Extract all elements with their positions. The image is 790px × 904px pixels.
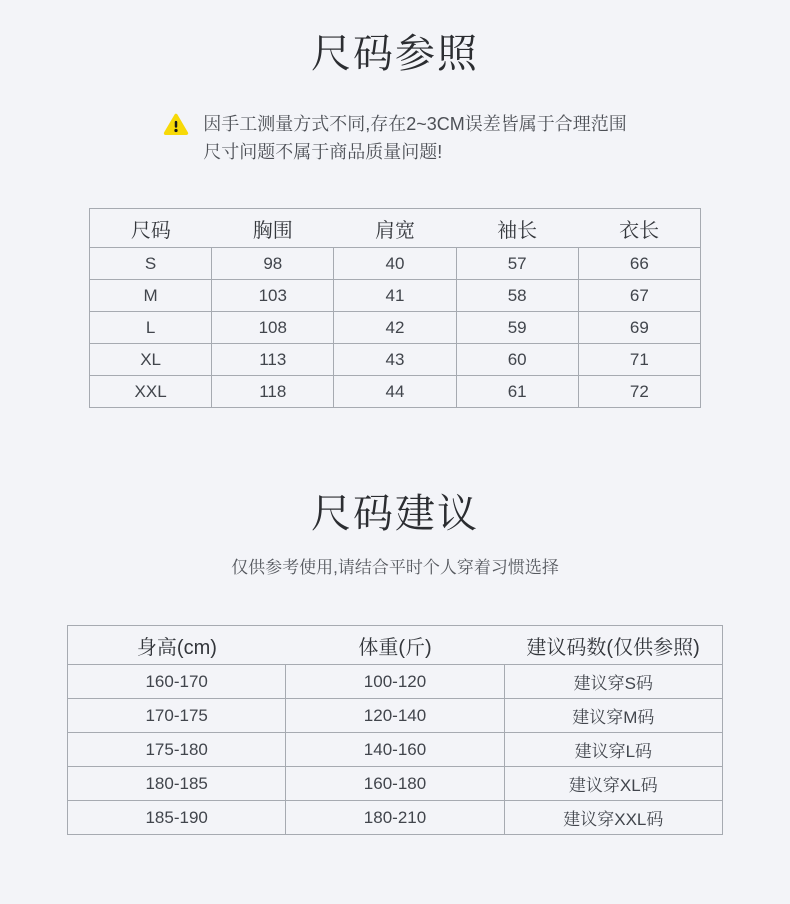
cell-chest: 108 [212,312,334,344]
table-row [68,767,723,801]
cell-sleeve: 59 [456,312,578,344]
cell-size: XXL [90,376,212,408]
table-row [90,376,701,408]
size-suggestion-table-header [68,626,723,665]
cell-chest: 118 [212,376,334,408]
warning-triangle-icon [163,112,189,143]
size-reference-table [89,208,701,408]
table-header-row [90,209,701,248]
column-header-size: 尺码 [90,209,212,248]
cell-length: 67 [578,280,700,312]
size-suggestion-subtitle: 仅供参考使用,请结合平时个人穿着习惯选择 [231,558,559,577]
table-row [90,344,701,376]
cell-size: L [90,312,212,344]
column-header-sleeve: 袖长 [456,209,578,248]
table-header-row [68,626,723,665]
cell-weight: 100-120 [286,665,504,699]
column-header-length: 衣长 [578,209,700,248]
column-header-weight: 体重(斤) [286,626,504,665]
cell-recommended-size: 建议穿M码 [504,699,722,733]
cell-weight: 120-140 [286,699,504,733]
size-suggestion-table [67,625,723,835]
size-reference-title: 尺码参照 [311,32,479,76]
cell-recommended-size: 建议穿XL码 [504,767,722,801]
cell-weight: 160-180 [286,767,504,801]
cell-length: 72 [578,376,700,408]
warning-line-2: 尺寸问题不属于商品质量问题! [203,142,443,162]
table-row [90,312,701,344]
cell-recommended-size: 建议穿L码 [504,733,722,767]
cell-shoulder: 42 [334,312,456,344]
cell-length: 69 [578,312,700,344]
size-suggestion-title: 尺码建议 [311,492,479,536]
cell-height: 170-175 [68,699,286,733]
table-row [68,801,723,835]
table-row [90,248,701,280]
cell-sleeve: 61 [456,376,578,408]
cell-weight: 180-210 [286,801,504,835]
cell-length: 66 [578,248,700,280]
table-row [90,280,701,312]
column-header-shoulder: 肩宽 [334,209,456,248]
cell-sleeve: 57 [456,248,578,280]
size-suggestion-table-body [68,665,723,835]
cell-size: M [90,280,212,312]
cell-shoulder: 43 [334,344,456,376]
table-row [68,699,723,733]
cell-height: 185-190 [68,801,286,835]
cell-height: 160-170 [68,665,286,699]
size-reference-table-header [90,209,701,248]
cell-recommended-size: 建议穿S码 [504,665,722,699]
table-row [68,733,723,767]
warning-text [203,110,627,166]
column-header-recommended-size: 建议码数(仅供参照) [504,626,722,665]
cell-shoulder: 41 [334,280,456,312]
cell-shoulder: 44 [334,376,456,408]
cell-recommended-size: 建议穿XXL码 [504,801,722,835]
cell-shoulder: 40 [334,248,456,280]
cell-size: XL [90,344,212,376]
cell-chest: 98 [212,248,334,280]
size-reference-table-body [90,248,701,408]
cell-height: 175-180 [68,733,286,767]
measurement-warning [0,110,790,166]
column-header-chest: 胸围 [212,209,334,248]
cell-sleeve: 60 [456,344,578,376]
column-header-height: 身高(cm) [68,626,286,665]
table-row [68,665,723,699]
warning-line-1: 因手工测量方式不同,存在2~3CM误差皆属于合理范围 [203,114,627,134]
cell-size: S [90,248,212,280]
cell-weight: 140-160 [286,733,504,767]
cell-height: 180-185 [68,767,286,801]
cell-chest: 113 [212,344,334,376]
cell-sleeve: 58 [456,280,578,312]
cell-length: 71 [578,344,700,376]
cell-chest: 103 [212,280,334,312]
